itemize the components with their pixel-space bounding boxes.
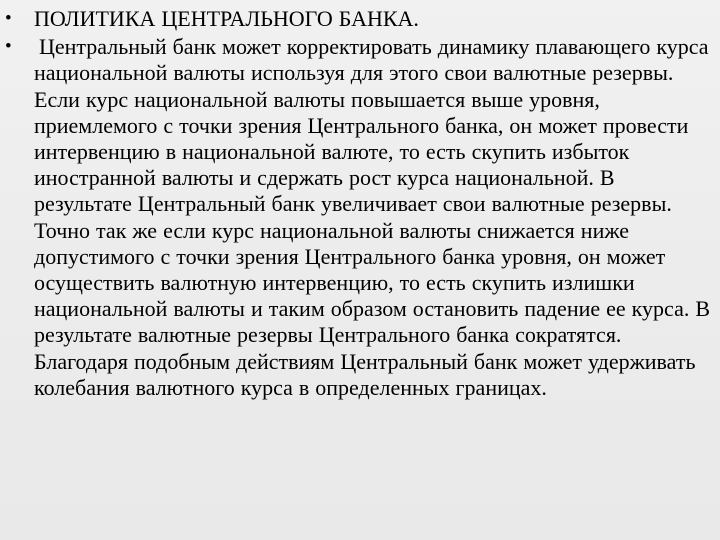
bullet-list	[0, 6, 712, 401]
bullet-item-title	[0, 6, 712, 32]
title-text: ПОЛИТИКА ЦЕНТРАЛЬНОГО БАНКА.	[34, 6, 419, 31]
bullet-dot-icon: •	[5, 8, 12, 29]
body-paragraph: Центральный банк может корректировать динамику плавающего курса национальной валюты используя для этого свои валютные резервы. Если курс национальной валюты повышается выше уровня, приемлемого с точки зрения Центрального банка, он может провести интервенцию в национальной валюте, то есть скупить избыток иностранной валюты и сдержать рост курса национальной. В результате Центральный банк увеличивает свои валютные резервы. Точно так же если курс национальной валюты снижается ниже допустимого с точки зрения Центрального банка уровня, он может осуществить валютную интервенцию, то есть скупить излишки национальной валюты и таким образом остановить падение ее курса. В результате валютные резервы Центрального банка сократятся. Благодаря подобным действиям Центральный банк может удерживать колебания валютного курса в определенных границах.	[34, 34, 711, 400]
bullet-dot-icon: •	[5, 36, 12, 58]
bullet-item-body	[0, 34, 712, 401]
